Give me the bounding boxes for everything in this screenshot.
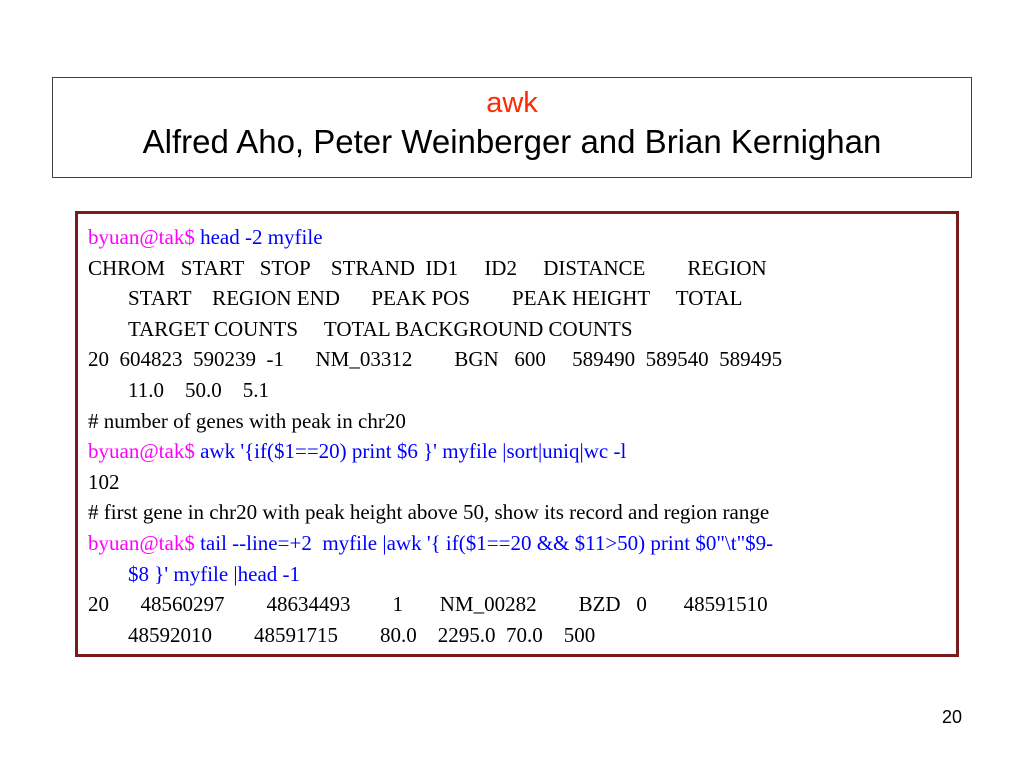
page-number: 20: [941, 707, 962, 727]
shell-prompt: byuan@tak$: [88, 530, 195, 555]
header-line-continued: TARGET COUNTS TOTAL BACKGROUND COUNTS: [128, 316, 633, 341]
data-record-line-continued: 11.0 50.0 5.1: [128, 377, 269, 402]
shell-prompt: byuan@tak$: [88, 439, 195, 464]
slide-title: awk: [486, 87, 538, 119]
comment-line: # first gene in chr20 with peak height above 50, show its record and region range: [88, 500, 770, 525]
title-box: [52, 77, 972, 178]
command-output: 102: [88, 469, 120, 494]
data-record-line: 20 48560297 48634493 1 NM_00282 BZD 0 48591510: [88, 592, 768, 617]
command-text: head -2 myfile: [194, 225, 323, 249]
command-text-continued: $8 }' myfile |head -1: [128, 561, 301, 586]
data-record-line: 20 604823 590239 -1 NM_03312 BGN 600 589490 589540 589495: [88, 347, 783, 372]
data-record-line-continued: 48592010 48591715 80.0 2295.0 70.0 500: [128, 622, 596, 647]
slide-subtitle: Alfred Aho, Peter Weinberger and Brian Kernighan: [142, 123, 882, 160]
command-line-1: [88, 222, 946, 253]
header-line-continued: START REGION END PEAK POS PEAK HEIGHT TOTAL: [128, 286, 743, 311]
command-line-2: [88, 436, 946, 467]
shell-prompt: byuan@tak$: [88, 225, 195, 249]
comment-line: # number of genes with peak in chr20: [88, 408, 406, 433]
header-line: CHROM START STOP STRAND ID1 ID2 DISTANCE REGION: [88, 255, 767, 280]
command-line-3: [88, 528, 946, 559]
console-output-box: [75, 211, 959, 657]
command-text: awk '{if($1==20) print $6 }' myfile |sort|uniq|wc -l: [194, 439, 627, 464]
command-text: tail --line=+2 myfile |awk '{ if($1==20 && $11>50) print $0"\t"$9-: [194, 530, 774, 555]
